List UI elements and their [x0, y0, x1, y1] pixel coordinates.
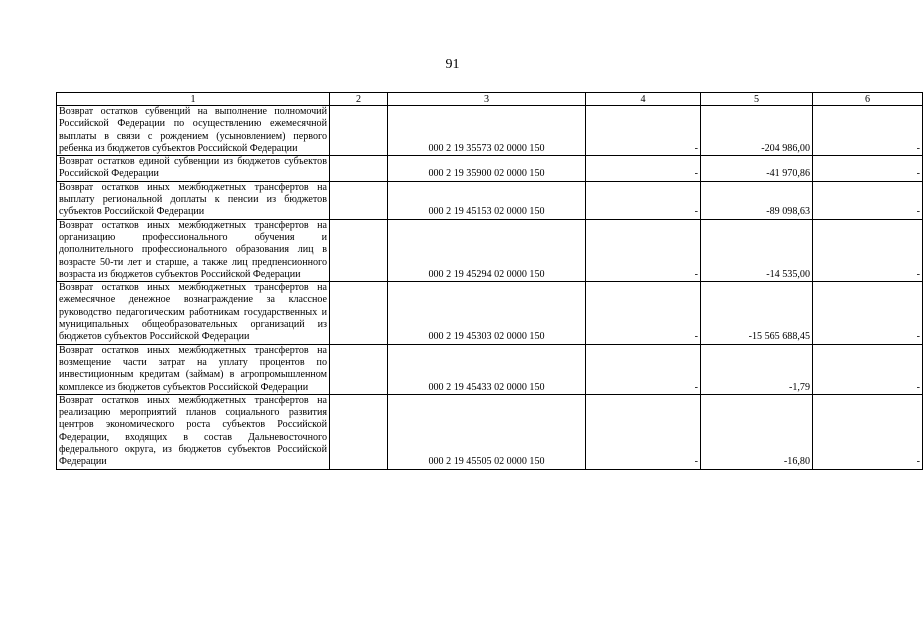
row-description: Возврат остатков единой субвенции из бюджетов субъектов Российской Федерации [57, 156, 330, 182]
row-col6: - [813, 106, 923, 156]
row-col2 [330, 282, 388, 344]
table-header-row [57, 93, 923, 106]
row-col6: - [813, 181, 923, 219]
row-col2 [330, 394, 388, 469]
row-code: 000 2 19 45153 02 0000 150 [388, 181, 586, 219]
row-col6: - [813, 394, 923, 469]
row-amount: -1,79 [701, 344, 813, 394]
row-col4: - [586, 344, 701, 394]
row-code: 000 2 19 45303 02 0000 150 [388, 282, 586, 344]
row-description: Возврат остатков иных межбюджетных трансфертов на возмещение части затрат на уплату процентов по инвестиционным кредитам (займам) в агропромышленном комплексе из бюджетов субъектов Российской Федерации [57, 344, 330, 394]
table-row [57, 219, 923, 281]
row-code: 000 2 19 45294 02 0000 150 [388, 219, 586, 281]
row-amount: -41 970,86 [701, 156, 813, 182]
table-row [57, 156, 923, 182]
row-col4: - [586, 394, 701, 469]
row-col4: - [586, 156, 701, 182]
row-code: 000 2 19 45433 02 0000 150 [388, 344, 586, 394]
column-header-4: 4 [586, 93, 701, 106]
column-header-2: 2 [330, 93, 388, 106]
table-row [57, 282, 923, 344]
table-row [57, 106, 923, 156]
row-col2 [330, 344, 388, 394]
table-row [57, 394, 923, 469]
column-header-5: 5 [701, 93, 813, 106]
row-col2 [330, 156, 388, 182]
row-description: Возврат остатков субвенций на выполнение полномочий Российской Федерации по осуществлению ежемесячной выплаты в связи с рождением (усыновлением) первого ребенка из бюджетов субъектов Российской Федерации [57, 106, 330, 156]
row-col2 [330, 106, 388, 156]
column-header-3: 3 [388, 93, 586, 106]
row-code: 000 2 19 45505 02 0000 150 [388, 394, 586, 469]
row-col2 [330, 219, 388, 281]
row-description: Возврат остатков иных межбюджетных трансфертов на ежемесячное денежное вознаграждение за классное руководство педагогическим работникам государственных и муниципальных общеобразовательных организаций из бюджетов субъектов Российской Федерации [57, 282, 330, 344]
row-amount: -89 098,63 [701, 181, 813, 219]
row-amount: -14 535,00 [701, 219, 813, 281]
page-number: 91 [445, 57, 460, 72]
row-col6: - [813, 219, 923, 281]
table-row [57, 344, 923, 394]
row-col6: - [813, 282, 923, 344]
row-col6: - [813, 156, 923, 182]
row-col2 [330, 181, 388, 219]
row-col4: - [586, 282, 701, 344]
row-code: 000 2 19 35573 02 0000 150 [388, 106, 586, 156]
row-amount: -204 986,00 [701, 106, 813, 156]
row-description: Возврат остатков иных межбюджетных трансфертов на реализацию мероприятий планов социального развития центров экономического роста субъектов Российской Федерации, входящих в состав Дальневосточного федерального округа, из бюджетов субъектов Российской Федерации [57, 394, 330, 469]
column-header-1: 1 [57, 93, 330, 106]
row-col4: - [586, 181, 701, 219]
row-amount: -16,80 [701, 394, 813, 469]
row-description: Возврат остатков иных межбюджетных трансфертов на выплату региональной доплаты к пенсии из бюджетов субъектов Российской Федерации [57, 181, 330, 219]
row-col6: - [813, 344, 923, 394]
table-row [57, 181, 923, 219]
row-col4: - [586, 219, 701, 281]
row-description: Возврат остатков иных межбюджетных трансфертов на организацию профессионального обучения и дополнительного профессионального образования лиц в возрасте 50-ти лет и старше, а также лиц предпенсионного возраста из бюджетов субъектов Российской Федерации [57, 219, 330, 281]
budget-table [56, 92, 923, 470]
column-header-6: 6 [813, 93, 923, 106]
row-col4: - [586, 106, 701, 156]
row-code: 000 2 19 35900 02 0000 150 [388, 156, 586, 182]
row-amount: -15 565 688,45 [701, 282, 813, 344]
